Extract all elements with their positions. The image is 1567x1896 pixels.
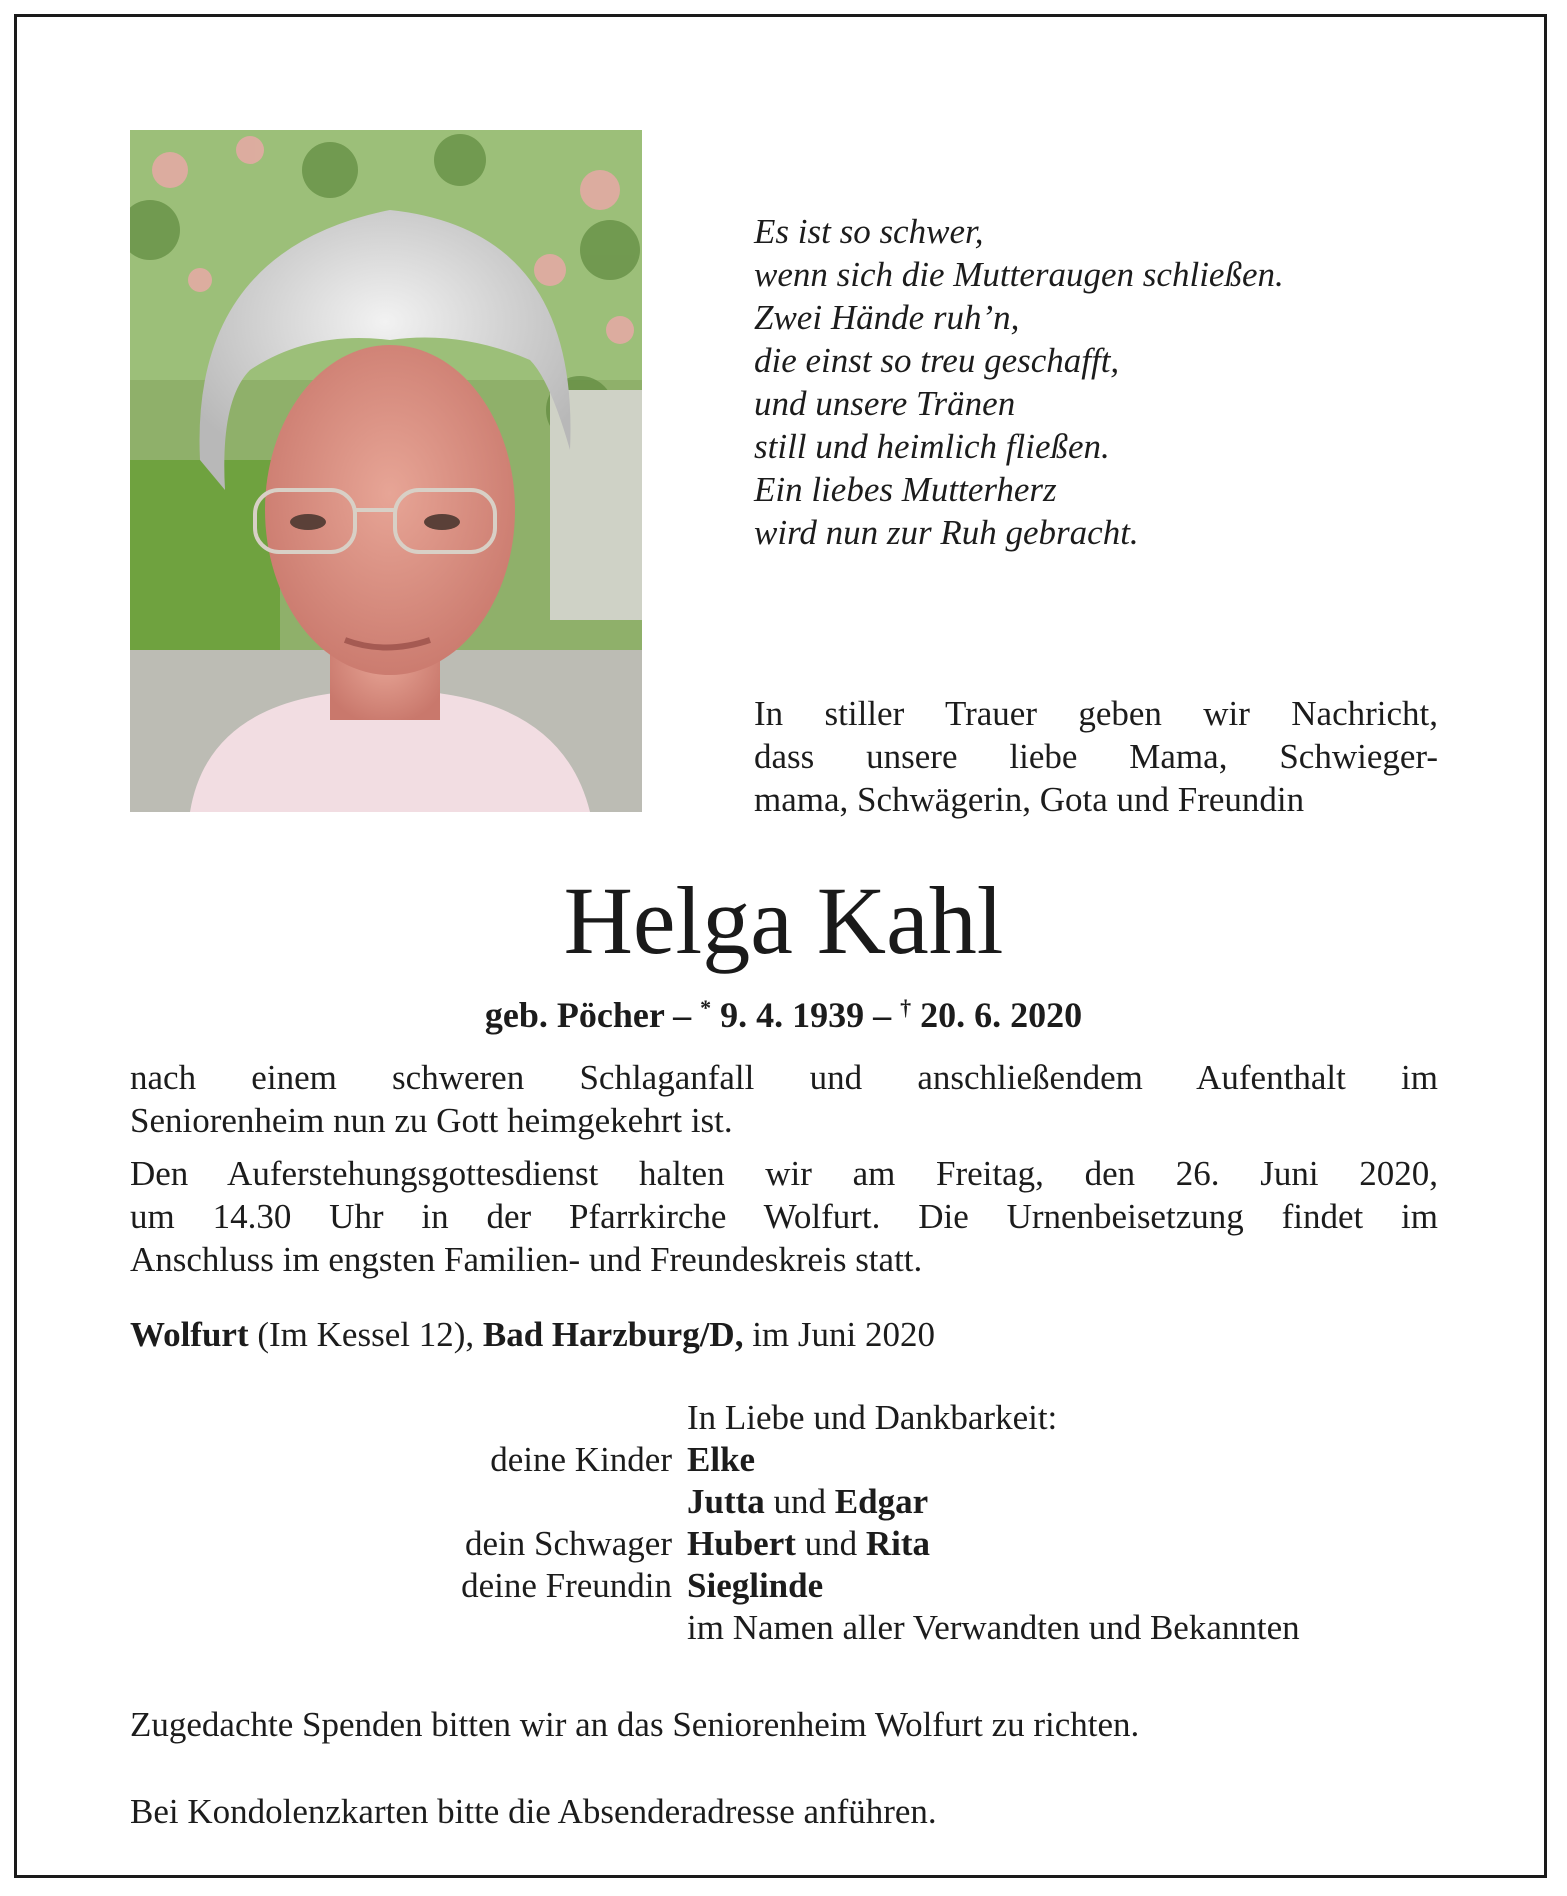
mourner-names bbox=[687, 1439, 755, 1481]
mourner-row bbox=[0, 1439, 1567, 1481]
date-separator: – bbox=[864, 995, 901, 1035]
signoff-heading-row bbox=[0, 1397, 1567, 1439]
town-wolfurt: Wolfurt bbox=[130, 1315, 249, 1354]
birth-star-icon: * bbox=[700, 995, 712, 1020]
intro-line: dass unsere liebe Mama, Schwieger- bbox=[754, 737, 1438, 776]
life-dates bbox=[0, 986, 1567, 1037]
poem-line: wird nun zur Ruh gebracht. bbox=[754, 513, 1139, 552]
death-date: 20. 6. 2020 bbox=[911, 995, 1083, 1035]
deceased-name: Helga Kahl bbox=[563, 867, 1004, 974]
intro-line: mama, Schwägerin, Gota und Freundin bbox=[754, 780, 1305, 819]
text-line: Seniorenheim nun zu Gott heimgekehrt ist. bbox=[130, 1101, 733, 1140]
poem-line: und unsere Tränen bbox=[754, 384, 1016, 423]
signoff-closing: im Namen aller Verwandten und Bekannten bbox=[687, 1608, 1300, 1647]
mourner-name: Hubert bbox=[687, 1524, 796, 1563]
birth-name: geb. Pöcher bbox=[484, 995, 665, 1035]
poem bbox=[754, 210, 1454, 554]
poem-line: Es ist so schwer, bbox=[754, 212, 984, 251]
mourner-row bbox=[0, 1481, 1567, 1523]
signoff-heading: In Liebe und Dankbarkeit: bbox=[687, 1398, 1058, 1437]
mourner-row bbox=[0, 1523, 1567, 1565]
text-line: nach einem schweren Schlaganfall und anschließendem Aufenthalt im bbox=[130, 1058, 1438, 1097]
mourner-names bbox=[687, 1481, 928, 1523]
mourner-name: Jutta bbox=[687, 1482, 765, 1521]
donation-note: Zugedachte Spenden bitten wir an das Seniorenheim Wolfurt zu richten. bbox=[130, 1705, 1140, 1744]
mourner-name: Edgar bbox=[834, 1482, 929, 1521]
mourner-names bbox=[687, 1565, 823, 1607]
signoff-closing-row bbox=[0, 1607, 1567, 1649]
portrait-photo bbox=[130, 130, 642, 812]
joiner: und bbox=[795, 1524, 866, 1563]
address: (Im Kessel 12), bbox=[248, 1315, 483, 1354]
announcement-intro bbox=[754, 692, 1438, 821]
service-details bbox=[130, 1152, 1438, 1281]
mourner-names bbox=[687, 1523, 930, 1565]
place-and-date bbox=[130, 1313, 935, 1356]
intro-line: In stiller Trauer geben wir Nachricht, bbox=[754, 694, 1438, 733]
poem-line: Zwei Hände ruh’n, bbox=[754, 298, 1020, 337]
death-cross-icon: † bbox=[900, 995, 912, 1020]
text-line: Anschluss im engsten Familien- und Freundeskreis statt. bbox=[130, 1240, 923, 1279]
poem-line: still und heimlich fließen. bbox=[754, 427, 1110, 466]
notice-date: im Juni 2020 bbox=[743, 1315, 935, 1354]
condolence-note: Bei Kondolenzkarten bitte die Absenderadresse anführen. bbox=[130, 1792, 937, 1831]
relation-label: deine Kinder bbox=[490, 1440, 672, 1479]
mourners-signoff bbox=[0, 1397, 1567, 1649]
poem-line: wenn sich die Mutteraugen schließen. bbox=[754, 255, 1284, 294]
text-line: um 14.30 Uhr in der Pfarrkirche Wolfurt. Die Urnenbeisetzung findet im bbox=[130, 1197, 1438, 1236]
poem-line: die einst so treu geschafft, bbox=[754, 341, 1120, 380]
mourner-name: Sieglinde bbox=[687, 1566, 824, 1605]
poem-line: Ein liebes Mutterherz bbox=[754, 470, 1057, 509]
joiner: und bbox=[764, 1482, 835, 1521]
mourner-name: Rita bbox=[865, 1524, 931, 1563]
text-line: Den Auferstehungsgottesdienst halten wir am Freitag, den 26. Juni 2020, bbox=[130, 1154, 1438, 1193]
relation-label: dein Schwager bbox=[464, 1524, 672, 1563]
mourner-name: Elke bbox=[687, 1440, 756, 1479]
death-circumstances bbox=[130, 1056, 1438, 1142]
birth-date: 9. 4. 1939 bbox=[711, 995, 865, 1035]
mourner-row bbox=[0, 1565, 1567, 1607]
relation-label: deine Freundin bbox=[461, 1566, 672, 1605]
date-separator: – bbox=[664, 995, 701, 1035]
town-bad-harzburg: Bad Harzburg/D, bbox=[482, 1315, 744, 1354]
